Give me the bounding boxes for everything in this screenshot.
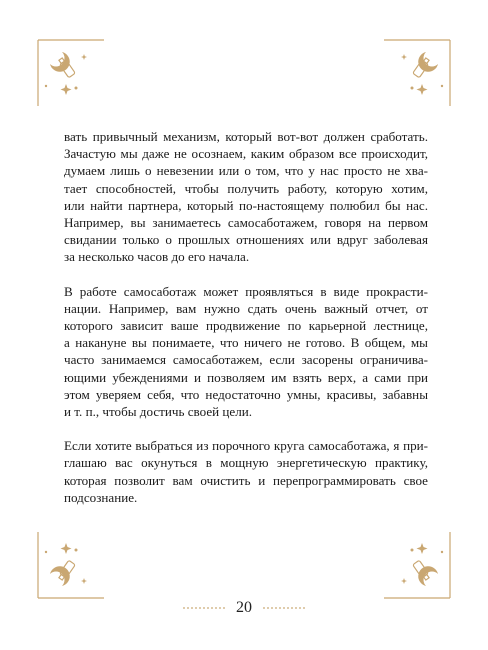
- page-number: 20: [236, 599, 252, 616]
- text-line: часто занимаемся самосаботажем, если засорены ограничива-: [64, 352, 428, 368]
- text-line: подсознание.: [64, 489, 138, 505]
- text-line: вать привычный механизм, который вот-вот должен сработать.: [64, 129, 428, 144]
- ornament-icon: [36, 530, 106, 600]
- text-line: думаем лишь о невезении или о том, что у нас просто не хва-: [64, 163, 428, 179]
- corner-ornament-top-right: [382, 38, 452, 108]
- paragraph-2: [64, 283, 428, 421]
- text-line: тает способностей, чтобы получить работу, которую хотим,: [64, 180, 428, 196]
- text-line: которая позволит вам очистить и перепрограммировать свое: [64, 472, 428, 488]
- corner-ornament-bottom-left: [36, 530, 106, 600]
- ornament-icon: [382, 38, 452, 108]
- text-line: Зачастую мы даже не осознаем, каким образом все происходит,: [64, 146, 428, 162]
- text-line: глашаю вас окунуться в мощную энергетическую практику,: [64, 455, 428, 471]
- corner-ornament-top-left: [36, 38, 106, 108]
- text-line: этом уверяем себя, что недостаточно умны, красивы, забавны: [64, 386, 428, 402]
- paragraph-1: [64, 128, 428, 266]
- text-line: нации. Например, вам нужно сдать очень важный отчет, от: [64, 300, 428, 316]
- paragraph-3: [64, 437, 428, 506]
- text-line: ющими убеждениями и позволяем им взять верх, а сами при: [64, 369, 428, 385]
- dotted-ornament-icon: [262, 605, 306, 611]
- text-line: за несколько часов до его начала.: [64, 249, 250, 265]
- text-line: Если хотите выбраться из порочного круга самосаботажа, я при-: [64, 438, 428, 454]
- text-line: Например, вы занимаетесь самосаботажем, говоря на первом: [64, 215, 428, 231]
- body-text: [64, 128, 428, 523]
- text-line: В работе самосаботаж может проявляться в виде прокрасти-: [64, 283, 428, 299]
- dotted-ornament-icon: [182, 605, 226, 611]
- text-line: которого зависит ваше продвижение по карьерной лестнице,: [64, 318, 428, 334]
- text-line: свидании только о прошлых отношениях или вдруг заболевая: [64, 232, 428, 248]
- text-line: а накануне вы понимаете, что ничего не готово. В общем, мы: [64, 335, 428, 351]
- ornament-icon: [36, 38, 106, 108]
- corner-ornament-bottom-right: [382, 530, 452, 600]
- ornament-icon: [382, 530, 452, 600]
- text-line: или найти партнера, который по-настоящему полюбил бы нас.: [64, 197, 428, 213]
- text-line: и т. п., чтобы достичь своей цели.: [64, 404, 253, 420]
- page-footer: [0, 596, 488, 620]
